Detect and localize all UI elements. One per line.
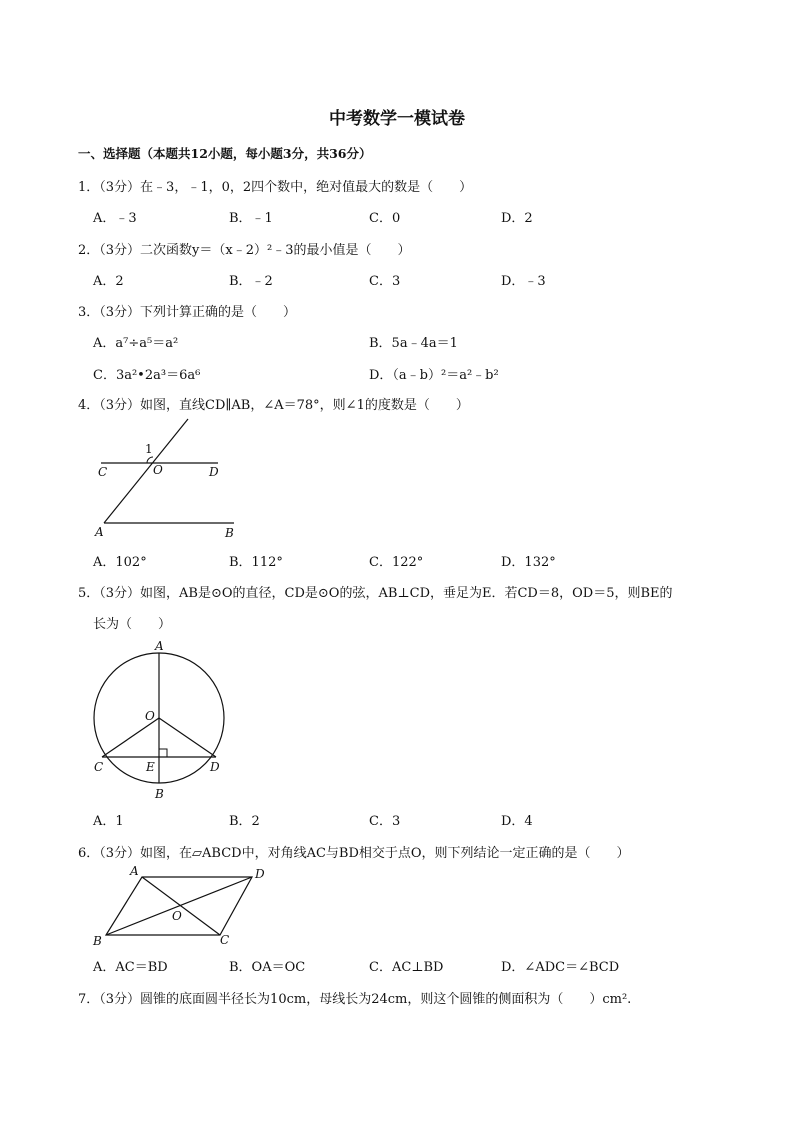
q4-option-b: B．112°: [229, 555, 283, 570]
q5-option-a: A．1: [93, 814, 124, 829]
q1-option-c: C．0: [369, 211, 401, 226]
segment-od: [159, 718, 216, 757]
question-7-stem: 7．（3分）圆锥的底面圆半径长为10cm，母线长为24cm，则这个圆锥的侧面积为（ ）cm².: [78, 992, 632, 1007]
label-c: C: [94, 760, 104, 774]
question-1-stem: 1．（3分）在﹣3，﹣1，0，2四个数中，绝对值最大的数是（ ）: [78, 180, 473, 195]
question-5-stem: 5．（3分）如图，AB是⊙O的直径，CD是⊙O的弦，AB⊥CD，垂足为E．若CD＝8，OD＝5，则BE的: [78, 586, 673, 601]
question-4-stem: 4．（3分）如图，直线CD∥AB，∠A＝78°，则∠1的度数是（ ）: [78, 398, 469, 413]
question-5-stem-cont: 长为（ ）: [93, 617, 172, 632]
segment-oc: [102, 718, 159, 757]
q3-option-d: D．（a﹣b）²＝a²﹣b²: [369, 368, 499, 383]
q6-option-a: A．AC＝BD: [93, 960, 168, 975]
label-a: A: [95, 525, 104, 539]
question-6-stem: 6．（3分）如图，在▱ABCD中，对角线AC与BD相交于点O，则下列结论一定正确的是（ ）: [78, 846, 630, 861]
q6-option-c: C．AC⊥BD: [369, 960, 444, 975]
label-o: O: [153, 463, 163, 477]
q4-option-d: D．132°: [501, 555, 556, 570]
label-a: A: [130, 864, 139, 878]
q6-figure-parallelogram: [88, 862, 273, 950]
label-angle-1: 1: [145, 442, 153, 456]
q1-option-b: B．﹣1: [229, 211, 273, 226]
q2-option-b: B．﹣2: [229, 274, 273, 289]
label-o: O: [145, 709, 155, 723]
q4-figure-parallel-lines: [90, 415, 250, 545]
q4-option-a: A．102°: [93, 555, 147, 570]
q4-option-c: C．122°: [369, 555, 424, 570]
q5-option-b: B．2: [229, 814, 260, 829]
q3-option-c: C．3a²•2a³＝6a⁶: [93, 368, 201, 383]
label-b: B: [155, 787, 164, 801]
label-c: C: [220, 933, 230, 947]
q6-option-d: D．∠ADC＝∠BCD: [501, 960, 620, 975]
q6-option-b: B．OA＝OC: [229, 960, 306, 975]
q1-option-a: A．﹣3: [93, 211, 137, 226]
label-a: A: [155, 639, 164, 653]
q2-option-d: D．﹣3: [501, 274, 546, 289]
label-e: E: [146, 760, 155, 774]
q1-option-d: D．2: [501, 211, 533, 226]
q5-option-c: C．3: [369, 814, 401, 829]
q3-option-a: A．a⁷÷a⁵＝a²: [93, 336, 179, 351]
transversal-line: [104, 419, 188, 523]
q2-option-c: C．3: [369, 274, 401, 289]
q5-option-d: D．4: [501, 814, 533, 829]
q2-option-a: A．2: [93, 274, 124, 289]
q3-option-b: B．5a﹣4a＝1: [369, 336, 458, 351]
label-c: C: [98, 465, 108, 479]
section-heading: 一、选择题（本题共12小题，每小题3分，共36分）: [78, 146, 372, 161]
diagonal-ac: [142, 877, 220, 935]
question-2-stem: 2．（3分）二次函数y＝（x﹣2）²﹣3的最小值是（ ）: [78, 243, 411, 258]
label-b: B: [93, 934, 102, 948]
label-d: D: [209, 465, 219, 479]
label-d: D: [210, 760, 220, 774]
label-o: O: [172, 909, 182, 923]
label-d: D: [255, 867, 265, 881]
q5-figure-circle: [85, 636, 235, 802]
label-b: B: [225, 526, 234, 540]
right-angle-mark: [159, 749, 167, 757]
page-title: 中考数学一模试卷: [329, 109, 465, 129]
diagonal-bd: [106, 877, 252, 935]
question-3-stem: 3．（3分）下列计算正确的是（ ）: [78, 305, 297, 320]
